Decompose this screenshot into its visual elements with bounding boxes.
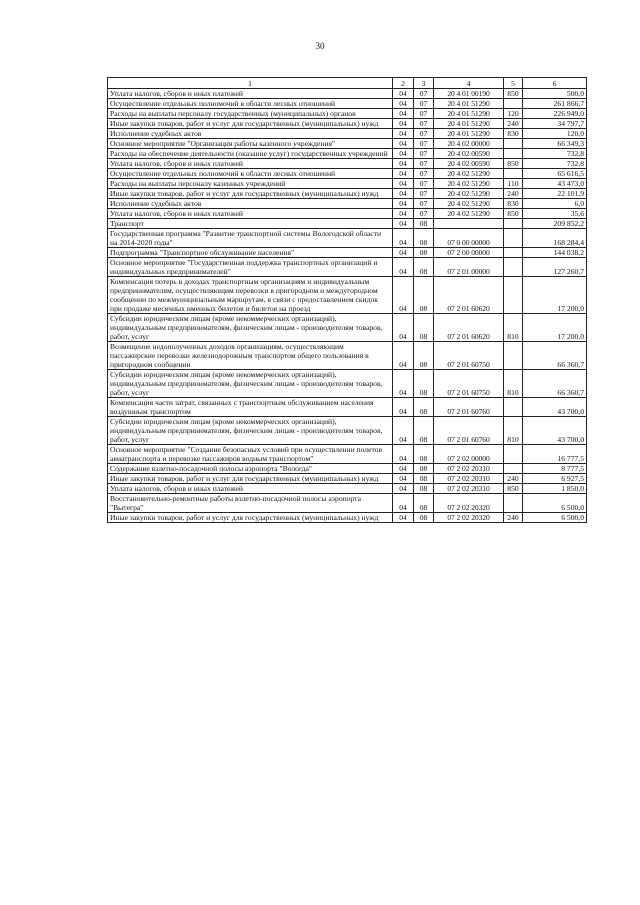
row-target-article-cell: 07 2 01 60760 bbox=[434, 417, 504, 445]
table-body bbox=[108, 89, 587, 523]
row-subsection-cell: 08 bbox=[414, 370, 434, 398]
row-subsection-cell: 07 bbox=[414, 149, 434, 159]
row-expense-type-cell bbox=[504, 139, 523, 149]
row-subsection-cell: 07 bbox=[414, 89, 434, 99]
row-target-article-cell: 20 4 02 51290 bbox=[434, 189, 504, 199]
row-name-cell: Основное мероприятие "Организация работы казенного учреждения" bbox=[108, 139, 393, 149]
row-amount-cell: 6 500,0 bbox=[523, 494, 587, 513]
table-row bbox=[108, 189, 587, 199]
row-subsection-cell: 08 bbox=[414, 417, 434, 445]
row-subsection-cell: 08 bbox=[414, 484, 434, 494]
row-name-cell: Основное мероприятие "Государственная поддержка транспортных организаций и индивидуальных предпринимателей" bbox=[108, 258, 393, 277]
row-subsection-cell: 07 bbox=[414, 209, 434, 219]
row-name-cell: Расходы на обеспечение деятельности (оказание услуг) государственных учреждений bbox=[108, 149, 393, 159]
table-row bbox=[108, 129, 587, 139]
header-cell-name: 1 bbox=[108, 78, 393, 89]
row-target-article-cell: 07 2 00 00000 bbox=[434, 248, 504, 258]
row-amount-cell: 43 700,0 bbox=[523, 398, 587, 417]
row-section-cell: 04 bbox=[393, 464, 414, 474]
row-amount-cell: 34 797,7 bbox=[523, 119, 587, 129]
table-row bbox=[108, 398, 587, 417]
row-subsection-cell: 07 bbox=[414, 129, 434, 139]
row-amount-cell: 35,6 bbox=[523, 209, 587, 219]
row-name-cell: Восстановительно-ремонтные работы взлетно-посадочной полосы аэропорта "Вытегра" bbox=[108, 494, 393, 513]
row-subsection-cell: 07 bbox=[414, 139, 434, 149]
row-expense-type-cell bbox=[504, 258, 523, 277]
table-row bbox=[108, 139, 587, 149]
table-row bbox=[108, 370, 587, 398]
row-amount-cell: 127 260,7 bbox=[523, 258, 587, 277]
row-target-article-cell: 07 2 02 20320 bbox=[434, 494, 504, 513]
row-subsection-cell: 07 bbox=[414, 109, 434, 119]
row-subsection-cell: 07 bbox=[414, 179, 434, 189]
table-row bbox=[108, 417, 587, 445]
table-row bbox=[108, 445, 587, 464]
row-target-article-cell: 20 4 01 51290 bbox=[434, 119, 504, 129]
row-section-cell: 04 bbox=[393, 159, 414, 169]
row-amount-cell: 17 200,0 bbox=[523, 314, 587, 342]
row-target-article-cell: 07 2 01 60760 bbox=[434, 398, 504, 417]
row-section-cell: 04 bbox=[393, 139, 414, 149]
row-amount-cell: 120,0 bbox=[523, 129, 587, 139]
row-amount-cell: 66 349,3 bbox=[523, 139, 587, 149]
row-subsection-cell: 07 bbox=[414, 169, 434, 179]
row-expense-type-cell bbox=[504, 169, 523, 179]
row-subsection-cell: 08 bbox=[414, 342, 434, 370]
row-name-cell: Компенсация части затрат, связанных с транспортным обслуживанием населения воздушным транспортом bbox=[108, 398, 393, 417]
row-amount-cell: 43 473,0 bbox=[523, 179, 587, 189]
row-section-cell: 04 bbox=[393, 119, 414, 129]
row-target-article-cell: 20 4 01 51290 bbox=[434, 109, 504, 119]
row-target-article-cell: 07 2 02 20310 bbox=[434, 474, 504, 484]
row-expense-type-cell: 850 bbox=[504, 484, 523, 494]
row-amount-cell: 261 866,7 bbox=[523, 99, 587, 109]
row-amount-cell: 22 101,9 bbox=[523, 189, 587, 199]
row-section-cell: 04 bbox=[393, 277, 414, 314]
row-section-cell: 04 bbox=[393, 417, 414, 445]
row-section-cell: 04 bbox=[393, 494, 414, 513]
table-row bbox=[108, 149, 587, 159]
row-name-cell: Подпрограмма "Транспортное обслуживание населения" bbox=[108, 248, 393, 258]
row-target-article-cell: 20 4 01 00190 bbox=[434, 89, 504, 99]
row-amount-cell: 226 949,0 bbox=[523, 109, 587, 119]
row-amount-cell: 168 284,4 bbox=[523, 229, 587, 248]
row-subsection-cell: 08 bbox=[414, 258, 434, 277]
header-cell-target-article: 4 bbox=[434, 78, 504, 89]
row-amount-cell: 66 360,7 bbox=[523, 370, 587, 398]
row-section-cell: 04 bbox=[393, 219, 414, 229]
row-amount-cell: 732,8 bbox=[523, 149, 587, 159]
row-amount-cell: 209 852,2 bbox=[523, 219, 587, 229]
row-subsection-cell: 08 bbox=[414, 398, 434, 417]
table-row bbox=[108, 277, 587, 314]
row-name-cell: Субсидии юридическим лицам (кроме некоммерческих организаций), индивидуальным предпринимателям, физическим лицам - производителям товаров, работ, услуг bbox=[108, 370, 393, 398]
row-target-article-cell: 20 4 02 51290 bbox=[434, 169, 504, 179]
row-name-cell: Государственная программа "Развитие транспортной системы Вологодской области на 2014-2020 годы" bbox=[108, 229, 393, 248]
header-cell-amount: 6 bbox=[523, 78, 587, 89]
row-expense-type-cell: 240 bbox=[504, 513, 523, 523]
row-amount-cell: 65 616,5 bbox=[523, 169, 587, 179]
row-name-cell: Компенсация потерь в доходах транспортным организациям и индивидуальным предпринимателям, осуществляющим перевозки в пригородном и междугородном сообщении по межмуниципальным маршрутам, в связи с предоставлением скидок при продаже месячных именных билетов и билетов на проезд bbox=[108, 277, 393, 314]
row-target-article-cell: 20 4 01 51290 bbox=[434, 129, 504, 139]
row-expense-type-cell: 850 bbox=[504, 89, 523, 99]
row-section-cell: 04 bbox=[393, 513, 414, 523]
row-amount-cell: 6 927,5 bbox=[523, 474, 587, 484]
table-row bbox=[108, 314, 587, 342]
row-name-cell: Уплата налогов, сборов и иных платежей bbox=[108, 209, 393, 219]
table-row bbox=[108, 258, 587, 277]
table-row bbox=[108, 209, 587, 219]
row-expense-type-cell: 810 bbox=[504, 417, 523, 445]
row-section-cell: 04 bbox=[393, 169, 414, 179]
row-name-cell: Исполнение судебных актов bbox=[108, 199, 393, 209]
row-target-article-cell: 07 0 00 00000 bbox=[434, 229, 504, 248]
row-amount-cell: 43 700,0 bbox=[523, 417, 587, 445]
table-row bbox=[108, 219, 587, 229]
row-name-cell: Основное мероприятие "Создание безопасных условий при осуществлении полетов авиатранспорта и перевозке пассажиров водным транспортом" bbox=[108, 445, 393, 464]
row-expense-type-cell bbox=[504, 248, 523, 258]
row-expense-type-cell bbox=[504, 464, 523, 474]
row-name-cell: Уплата налогов, сборов и иных платежей bbox=[108, 159, 393, 169]
row-section-cell: 04 bbox=[393, 209, 414, 219]
row-amount-cell: 500,0 bbox=[523, 89, 587, 99]
row-section-cell: 04 bbox=[393, 342, 414, 370]
row-section-cell: 04 bbox=[393, 199, 414, 209]
table-row bbox=[108, 494, 587, 513]
row-name-cell: Осуществление отдельных полномочий в области лесных отношений bbox=[108, 99, 393, 109]
row-name-cell: Иные закупки товаров, работ и услуг для государственных (муниципальных) нужд bbox=[108, 119, 393, 129]
row-target-article-cell: 07 2 01 60620 bbox=[434, 277, 504, 314]
row-name-cell: Расходы на выплаты персоналу государственных (муниципальных) органов bbox=[108, 109, 393, 119]
row-expense-type-cell bbox=[504, 99, 523, 109]
row-section-cell: 04 bbox=[393, 99, 414, 109]
row-section-cell: 04 bbox=[393, 258, 414, 277]
row-expense-type-cell bbox=[504, 342, 523, 370]
row-section-cell: 04 bbox=[393, 89, 414, 99]
table-row bbox=[108, 199, 587, 209]
row-target-article-cell: 20 4 02 51290 bbox=[434, 199, 504, 209]
table-row bbox=[108, 179, 587, 189]
row-target-article-cell bbox=[434, 219, 504, 229]
row-section-cell: 04 bbox=[393, 398, 414, 417]
row-amount-cell: 732,8 bbox=[523, 159, 587, 169]
row-subsection-cell: 08 bbox=[414, 229, 434, 248]
table-row bbox=[108, 169, 587, 179]
row-name-cell: Исполнение судебных актов bbox=[108, 129, 393, 139]
row-section-cell: 04 bbox=[393, 370, 414, 398]
row-expense-type-cell: 240 bbox=[504, 119, 523, 129]
row-name-cell: Расходы на выплаты персоналу казенных учреждений bbox=[108, 179, 393, 189]
row-expense-type-cell bbox=[504, 229, 523, 248]
row-target-article-cell: 20 4 02 00590 bbox=[434, 159, 504, 169]
row-section-cell: 04 bbox=[393, 179, 414, 189]
row-expense-type-cell bbox=[504, 398, 523, 417]
row-name-cell: Уплата налогов, сборов и иных платежей bbox=[108, 89, 393, 99]
table-row bbox=[108, 109, 587, 119]
row-expense-type-cell: 810 bbox=[504, 370, 523, 398]
header-row bbox=[108, 78, 587, 89]
table-row bbox=[108, 342, 587, 370]
table-row bbox=[108, 229, 587, 248]
row-name-cell: Уплата налогов, сборов и иных платежей bbox=[108, 484, 393, 494]
row-target-article-cell: 20 4 02 00590 bbox=[434, 149, 504, 159]
row-target-article-cell: 20 4 02 00000 bbox=[434, 139, 504, 149]
row-subsection-cell: 08 bbox=[414, 445, 434, 464]
row-expense-type-cell bbox=[504, 494, 523, 513]
row-amount-cell: 16 777,5 bbox=[523, 445, 587, 464]
row-amount-cell: 8 777,5 bbox=[523, 464, 587, 474]
row-target-article-cell: 20 4 02 51290 bbox=[434, 179, 504, 189]
row-section-cell: 04 bbox=[393, 109, 414, 119]
row-target-article-cell: 20 4 02 51290 bbox=[434, 209, 504, 219]
row-name-cell: Транспорт bbox=[108, 219, 393, 229]
row-section-cell: 04 bbox=[393, 149, 414, 159]
budget-table bbox=[107, 77, 587, 523]
header-cell-subsection: 3 bbox=[414, 78, 434, 89]
row-expense-type-cell: 120 bbox=[504, 109, 523, 119]
row-subsection-cell: 07 bbox=[414, 159, 434, 169]
page-number: 30 bbox=[315, 41, 325, 51]
row-name-cell: Иные закупки товаров, работ и услуг для государственных (муниципальных) нужд bbox=[108, 474, 393, 484]
row-amount-cell: 66 360,7 bbox=[523, 342, 587, 370]
row-section-cell: 04 bbox=[393, 314, 414, 342]
row-subsection-cell: 08 bbox=[414, 494, 434, 513]
row-name-cell: Осуществление отдельных полномочий в области лесных отношений bbox=[108, 169, 393, 179]
row-expense-type-cell: 110 bbox=[504, 179, 523, 189]
row-section-cell: 04 bbox=[393, 129, 414, 139]
row-subsection-cell: 07 bbox=[414, 99, 434, 109]
row-expense-type-cell: 850 bbox=[504, 209, 523, 219]
row-target-article-cell: 07 2 01 60620 bbox=[434, 314, 504, 342]
row-expense-type-cell: 240 bbox=[504, 474, 523, 484]
row-subsection-cell: 07 bbox=[414, 189, 434, 199]
row-target-article-cell: 07 2 02 20310 bbox=[434, 484, 504, 494]
row-expense-type-cell bbox=[504, 149, 523, 159]
row-name-cell: Субсидии юридическим лицам (кроме некоммерческих организаций), индивидуальным предпринимателям, физическим лицам - производителям товаров, работ, услуг bbox=[108, 417, 393, 445]
header-cell-expense-type: 5 bbox=[504, 78, 523, 89]
row-subsection-cell: 07 bbox=[414, 119, 434, 129]
row-subsection-cell: 08 bbox=[414, 314, 434, 342]
row-section-cell: 04 bbox=[393, 484, 414, 494]
row-amount-cell: 6 500,0 bbox=[523, 513, 587, 523]
row-target-article-cell: 20 4 01 51290 bbox=[434, 99, 504, 109]
row-section-cell: 04 bbox=[393, 189, 414, 199]
row-name-cell: Субсидии юридическим лицам (кроме некоммерческих организаций), индивидуальным предпринимателям, физическим лицам - производителям товаров, работ, услуг bbox=[108, 314, 393, 342]
row-section-cell: 04 bbox=[393, 229, 414, 248]
table-row bbox=[108, 464, 587, 474]
header-cell-section: 2 bbox=[393, 78, 414, 89]
row-name-cell: Иные закупки товаров, работ и услуг для государственных (муниципальных) нужд bbox=[108, 513, 393, 523]
row-expense-type-cell bbox=[504, 445, 523, 464]
row-target-article-cell: 07 2 01 60750 bbox=[434, 342, 504, 370]
table-row bbox=[108, 248, 587, 258]
row-target-article-cell: 07 2 02 20320 bbox=[434, 513, 504, 523]
row-section-cell: 04 bbox=[393, 445, 414, 464]
row-section-cell: 04 bbox=[393, 474, 414, 484]
row-expense-type-cell: 830 bbox=[504, 199, 523, 209]
row-expense-type-cell: 240 bbox=[504, 189, 523, 199]
table-row bbox=[108, 89, 587, 99]
row-subsection-cell: 08 bbox=[414, 513, 434, 523]
row-name-cell: Возмещение недополученных доходов организациям, осуществляющим пассажирские перевозки железнодорожным транспортом общего пользования в пригородном сообщении bbox=[108, 342, 393, 370]
row-amount-cell: 17 200,0 bbox=[523, 277, 587, 314]
row-amount-cell: 1 850,0 bbox=[523, 484, 587, 494]
row-subsection-cell: 08 bbox=[414, 219, 434, 229]
row-amount-cell: 144 038,2 bbox=[523, 248, 587, 258]
row-amount-cell: 6,0 bbox=[523, 199, 587, 209]
row-target-article-cell: 07 2 02 20310 bbox=[434, 464, 504, 474]
table-row bbox=[108, 99, 587, 109]
row-subsection-cell: 08 bbox=[414, 474, 434, 484]
row-target-article-cell: 07 2 01 60750 bbox=[434, 370, 504, 398]
row-target-article-cell: 07 2 02 00000 bbox=[434, 445, 504, 464]
row-name-cell: Иные закупки товаров, работ и услуг для государственных (муниципальных) нужд bbox=[108, 189, 393, 199]
row-subsection-cell: 08 bbox=[414, 277, 434, 314]
table-row bbox=[108, 474, 587, 484]
table-row bbox=[108, 484, 587, 494]
row-expense-type-cell: 850 bbox=[504, 159, 523, 169]
row-subsection-cell: 08 bbox=[414, 248, 434, 258]
row-expense-type-cell: 830 bbox=[504, 129, 523, 139]
row-section-cell: 04 bbox=[393, 248, 414, 258]
row-subsection-cell: 08 bbox=[414, 464, 434, 474]
row-subsection-cell: 07 bbox=[414, 199, 434, 209]
row-target-article-cell: 07 2 01 00000 bbox=[434, 258, 504, 277]
table-row bbox=[108, 159, 587, 169]
table-row bbox=[108, 119, 587, 129]
row-expense-type-cell bbox=[504, 219, 523, 229]
row-name-cell: Содержание взлетно-посадочной полосы аэропорта "Вологда" bbox=[108, 464, 393, 474]
row-expense-type-cell: 810 bbox=[504, 314, 523, 342]
table-row bbox=[108, 513, 587, 523]
row-expense-type-cell bbox=[504, 277, 523, 314]
